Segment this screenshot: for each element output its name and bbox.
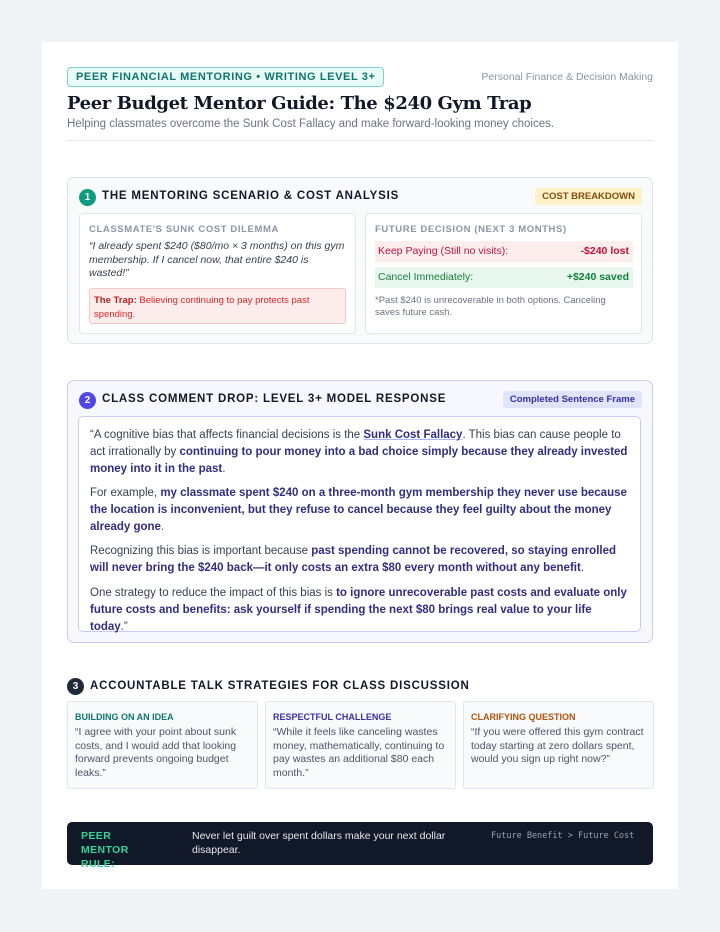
decision-heading: FUTURE DECISION (NEXT 3 MONTHS) <box>375 224 567 235</box>
topic-label: Personal Finance & Decision Making <box>481 71 653 83</box>
p2-answer: my classmate spent $240 on a three-month gym membership they never use because the location is inconvenient, but they refuse to cancel because they feel guilty about the money already gone <box>90 487 627 533</box>
section-title-strategies: ACCOUNTABLE TALK STRATEGIES FOR CLASS DISCUSSION <box>90 680 470 692</box>
cancel-label: Cancel Immediately: <box>378 271 474 283</box>
keep-paying-row <box>375 241 633 262</box>
decision-note: *Past $240 is unrecoverable in both options. Canceling saves future cash. <box>375 295 606 318</box>
strategy-text: “If you were offered this gym contract today starting at zero dollars spent, would you sign up right now?” <box>471 726 644 765</box>
section-title-scenario: THE MENTORING SCENARIO & COST ANALYSIS <box>102 190 400 202</box>
strategy-heading: CLARIFYING QUESTION <box>471 712 576 722</box>
trap-text: Believing continuing to pay protects past spending. <box>94 295 310 320</box>
p4-end: .” <box>120 621 128 633</box>
p4-text: One strategy to reduce the impact of this bias is <box>90 587 337 599</box>
p1-answer: continuing to pour money into a bad choice simply because they already invested money into it in the past <box>90 446 628 475</box>
keep-paying-value: -$240 lost <box>580 245 629 257</box>
scenario-section <box>67 177 653 344</box>
sentence-frame-badge: Completed Sentence Frame <box>503 391 642 408</box>
section-title-response: CLASS COMMENT DROP: LEVEL 3+ MODEL RESPONSE <box>102 393 447 405</box>
dilemma-heading: CLASSMATE'S SUNK COST DILEMMA <box>89 224 279 235</box>
section-number-1: 1 <box>79 189 96 206</box>
header-divider <box>67 140 653 141</box>
mentor-rule-label: PEER MENTOR RULE: <box>81 830 129 870</box>
trap-callout <box>89 288 346 324</box>
response-paragraph-2 <box>90 485 630 536</box>
section-number-3: 3 <box>67 678 84 695</box>
strategy-text: “I agree with your point about sunk costs, and I would add that looking forward prevents ongoing budget leaks.” <box>75 726 237 779</box>
p1-text-b: . This bias can cause people to act irrationally by <box>90 429 621 458</box>
p2-text: For example, <box>90 487 161 499</box>
page-subtitle: Helping classmates overcome the Sunk Cost Fallacy and make forward-looking money choices. <box>67 118 555 130</box>
model-response-section <box>67 380 653 643</box>
response-paragraph-4 <box>90 585 630 636</box>
strategy-card-building <box>67 701 258 789</box>
p2-end: . <box>160 521 165 533</box>
trap-label: The Trap: <box>94 295 137 306</box>
model-response-box <box>78 416 641 632</box>
response-paragraph-1 <box>90 427 630 478</box>
strategy-card-clarifying <box>463 701 654 789</box>
cancel-row <box>375 267 633 288</box>
keep-paying-label: Keep Paying (Still no visits): <box>378 245 509 257</box>
dilemma-quote: “I already spent $240 ($80/mo × 3 months) on this gym membership. If I cancel now, that entire $240 is wasted!” <box>89 240 345 279</box>
cost-breakdown-badge: COST BREAKDOWN <box>535 188 642 205</box>
strategy-text: “While it feels like canceling wastes money, mathematically, continuing to pay wastes an additional $80 each month.” <box>273 726 445 779</box>
mentor-rule-formula: Future Benefit > Future Cost <box>491 831 635 841</box>
strategy-heading: RESPECTFUL CHALLENGE <box>273 712 392 722</box>
dilemma-card <box>79 213 356 334</box>
cancel-value: +$240 saved <box>566 271 629 283</box>
bias-term: Sunk Cost Fallacy <box>363 429 463 441</box>
mentor-rule-text: Never let guilt over spent dollars make your next dollar disappear. <box>192 830 446 856</box>
strategy-card-challenge <box>265 701 456 789</box>
decision-card <box>365 213 642 334</box>
response-paragraph-3 <box>90 543 630 577</box>
page-title: Peer Budget Mentor Guide: The $240 Gym Trap <box>67 93 532 114</box>
p3-text: Recognizing this bias is important because <box>90 545 312 557</box>
mentor-rule-banner <box>67 822 653 870</box>
p4-answer: to ignore unrecoverable past costs and evaluate only future costs and benefits: ask yourself if spending the next $80 brings real value to your life today <box>90 587 627 633</box>
p1-end: . <box>222 463 226 475</box>
section-number-2: 2 <box>79 392 96 409</box>
p3-end: . <box>580 562 585 574</box>
guide-page <box>42 42 678 889</box>
level-tag: PEER FINANCIAL MENTORING • WRITING LEVEL 3+ <box>67 67 384 87</box>
p3-answer: past spending cannot be recovered, so staying enrolled will never bring the $240 back—it only costs an extra $80 every month without any benefit <box>90 545 617 574</box>
p1-text: “A cognitive bias that affects financial decisions is the <box>90 429 364 441</box>
strategy-heading: BUILDING ON AN IDEA <box>75 712 174 722</box>
